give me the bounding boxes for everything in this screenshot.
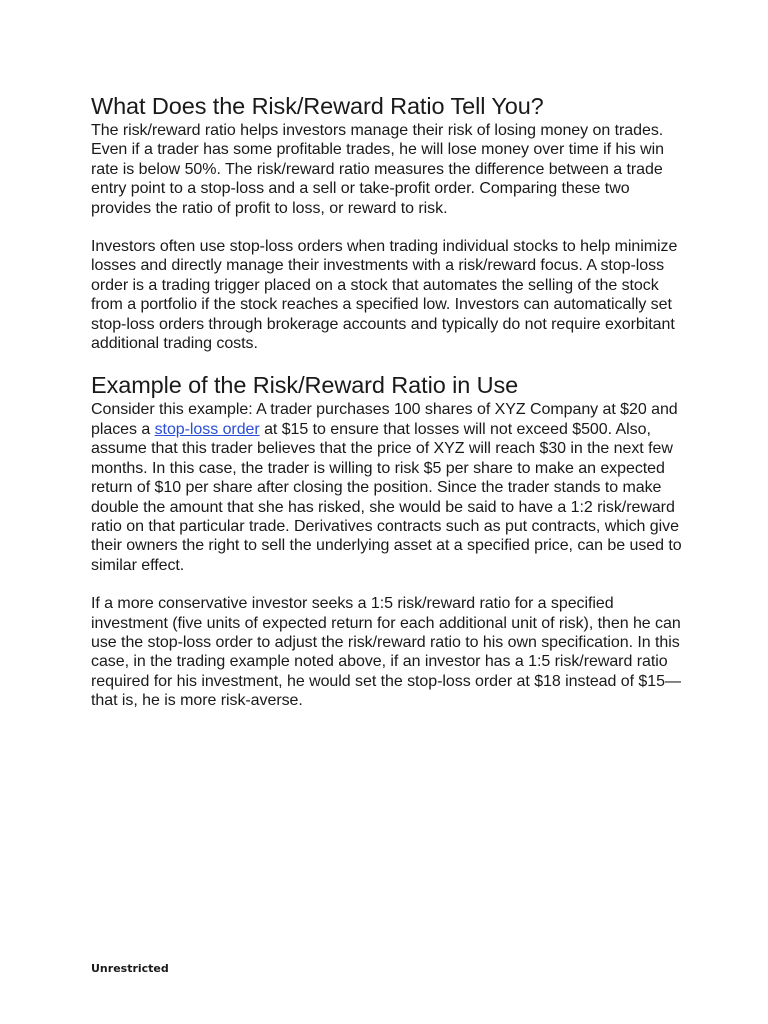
paragraph-spacer (91, 218, 691, 237)
section-heading-risk-reward-tell: What Does the Risk/Reward Ratio Tell You? (91, 93, 544, 119)
paragraph-stop-loss-orders: Investors often use stop-loss orders when trading individual stocks to help minimize losses and directly manage their investments with a risk/reward focus. A stop-loss order is a trading trigger placed on a stock that automates the selling of the stock from a portfolio if the stock reaches a specified low. Investors can automatically set stop-loss orders through brokerage accounts and typically do not require exorbitant additional trading costs. (91, 238, 678, 353)
classification-label: Unrestricted (91, 962, 169, 975)
paragraph-example (91, 400, 691, 575)
paragraph-conservative-investor: If a more conservative investor seeks a 1:5 risk/reward ratio for a specified investment (five units of expected return for each additional unit of risk), then he can use the stop-loss order to adjust the risk/reward ratio to his own specification. In this case, in the trading example noted above, if an investor has a 1:5 risk/reward ratio required for his investment, he would set the stop-loss order at $18 instead of $15—that is, he is more risk-averse. (91, 595, 681, 710)
paragraph-risk-reward-intro: The risk/reward ratio helps investors manage their risk of losing money on trades. Even if a trader has some profitable trades, he will lose money over time if his win rate is below 50%. The risk/reward ratio measures the difference between a trade entry point to a stop-loss and a sell or take-profit order. Comparing these two provides the ratio of profit to loss, or reward to risk. (91, 122, 664, 217)
paragraph-example-text-end: at $15 to ensure that losses will not exceed $500. Also, assume that this trader believes that the price of XYZ will reach $30 in the next few months. In this case, the trader is willing to risk $5 per share to make an expected return of $10 per share after closing the position. Since the trader stands to make double the amount that she has risked, she would be said to have a 1:2 risk/reward ratio on that particular trade. Derivatives contracts such as put contracts, which give their owners the right to sell the underlying asset at a specified price, can be used to similar effect. (91, 420, 682, 574)
paragraph-spacer (91, 575, 691, 594)
stop-loss-order-link[interactable]: stop-loss order (154, 420, 260, 438)
section-heading-example: Example of the Risk/Reward Ratio in Use (91, 372, 519, 399)
paragraph-example-text-start: Consider this example: A trader purchases 100 shares of XYZ Company at $20 and places a (91, 401, 678, 438)
document-body (91, 92, 691, 711)
section-spacer (91, 353, 691, 371)
